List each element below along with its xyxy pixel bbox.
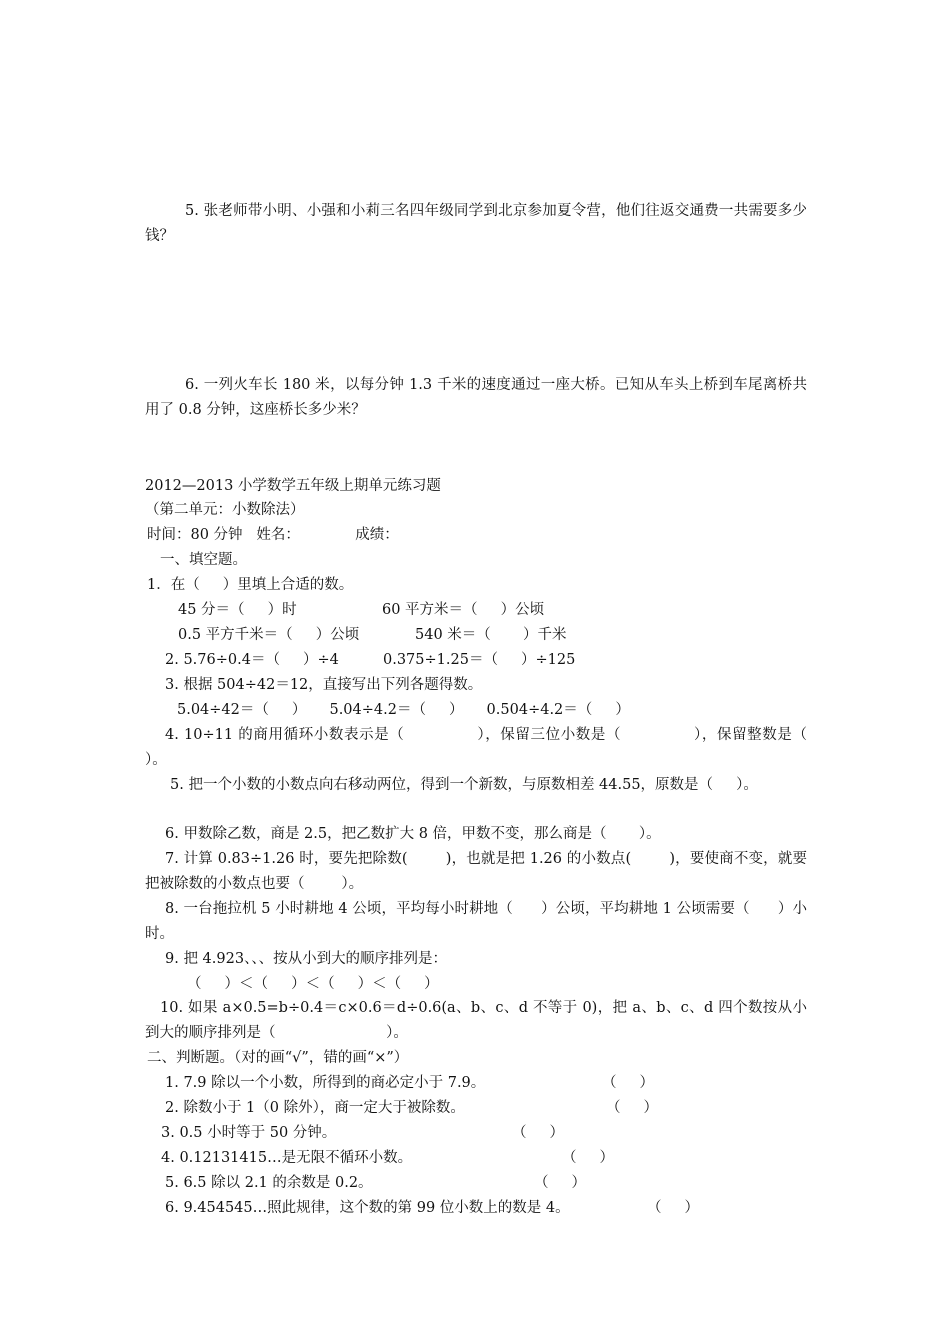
- fill-question-2b: 0.375÷1.25＝（ ）÷125: [383, 652, 576, 668]
- judge-question-6: 6. 9.454545…照此规律，这个数的第 99 位小数上的数是 4。: [165, 1200, 570, 1216]
- fill-question-7: 7. 计算 0.83÷1.26 时，要先把除数( )，也就是把 1.26 的小数点( )，要使商不变，就要把被除数的小数点也要（ ）。: [145, 851, 807, 892]
- judge-question-3: 3. 0.5 小时等于 50 分钟。: [161, 1125, 337, 1141]
- judge-answer-2: （ ）: [606, 1100, 659, 1116]
- judge-answer-6: （ ）: [647, 1200, 700, 1216]
- judge-question-5: 5. 6.5 除以 2.1 的余数是 0.2。: [165, 1175, 373, 1191]
- fill-question-1: 1．在（ ）里填上合适的数。: [147, 577, 354, 593]
- fill-question-3: 3. 根据 504÷42＝12，直接写出下列各题得数。: [165, 677, 483, 693]
- worksheet-title: 2012—2013 小学数学五年级上期单元练习题: [145, 478, 441, 494]
- fill-question-9: 9. 把 4.923、、、按从小到大的顺序排列是：: [165, 951, 448, 967]
- time-name-score-line: 时间：80 分钟 姓名： 成绩：: [147, 527, 399, 543]
- judge-question-2: 2. 除数小于 1（0 除外），商一定大于被除数。: [165, 1100, 465, 1116]
- fill-question-1c: 0.5 平方千米＝（ ）公顷: [178, 627, 360, 643]
- fill-question-1d: 540 米＝（ ）千米: [415, 627, 567, 643]
- word-problem-5: 5. 张老师带小明、小强和小莉三名四年级同学到北京参加夏令营，他们往返交通费一共需要多少钱？: [145, 203, 807, 244]
- fill-question-5: 5. 把一个小数的小数点向右移动两位，得到一个新数，与原数相差 44.55，原数是（ ）。: [170, 777, 758, 793]
- word-problem-6: 6. 一列火车长 180 米，以每分钟 1.3 千米的速度通过一座大桥。已知从车头上桥到车尾离桥共用了 0.8 分钟，这座桥长多少米？: [145, 377, 807, 418]
- judge-answer-1: （ ）: [602, 1075, 655, 1091]
- judge-answer-3: （ ）: [512, 1125, 565, 1141]
- fill-question-3-items: 5.04÷42＝（ ） 5.04÷4.2＝（ ） 0.504÷4.2＝（ ）: [177, 702, 630, 718]
- section-2-heading: 二、判断题。（对的画“√”，错的画“×”）: [147, 1050, 409, 1066]
- fill-question-1b: 60 平方米＝（ ）公顷: [382, 602, 545, 618]
- fill-question-10: 10. 如果 a×0.5=b÷0.4＝c×0.6＝d÷0.6(a、b、c、d 不等于 0)，把 a、b、c、d 四个数按从小到大的顺序排列是（ ）。: [145, 1000, 807, 1041]
- section-1-heading: 一、填空题。: [160, 552, 247, 568]
- fill-question-8: 8. 一台拖拉机 5 小时耕地 4 公顷，平均每小时耕地（ ）公顷，平均耕地 1 公顷需要（ ）小时。: [145, 901, 807, 942]
- judge-answer-4: （ ）: [562, 1150, 615, 1166]
- judge-answer-5: （ ）: [534, 1175, 587, 1191]
- fill-question-9-blanks: （ ）＜（ ）＜（ ）＜（ ）: [187, 976, 439, 992]
- judge-question-1: 1. 7.9 除以一个小数，所得到的商必定小于 7.9。: [165, 1075, 486, 1091]
- fill-question-6: 6. 甲数除乙数，商是 2.5，把乙数扩大 8 倍，甲数不变，那么商是（ ）。: [165, 826, 661, 842]
- fill-question-2a: 2. 5.76÷0.4＝（ ）÷4: [165, 652, 339, 668]
- unit-subtitle: （第二单元：小数除法）: [145, 502, 305, 518]
- fill-question-1a: 45 分＝（ ）时: [178, 602, 297, 618]
- judge-question-4: 4. 0.12131415…是无限不循环小数。: [161, 1150, 413, 1166]
- fill-question-4: 4. 10÷11 的商用循环小数表示是（ ），保留三位小数是（ ），保留整数是（ ）。: [145, 727, 831, 768]
